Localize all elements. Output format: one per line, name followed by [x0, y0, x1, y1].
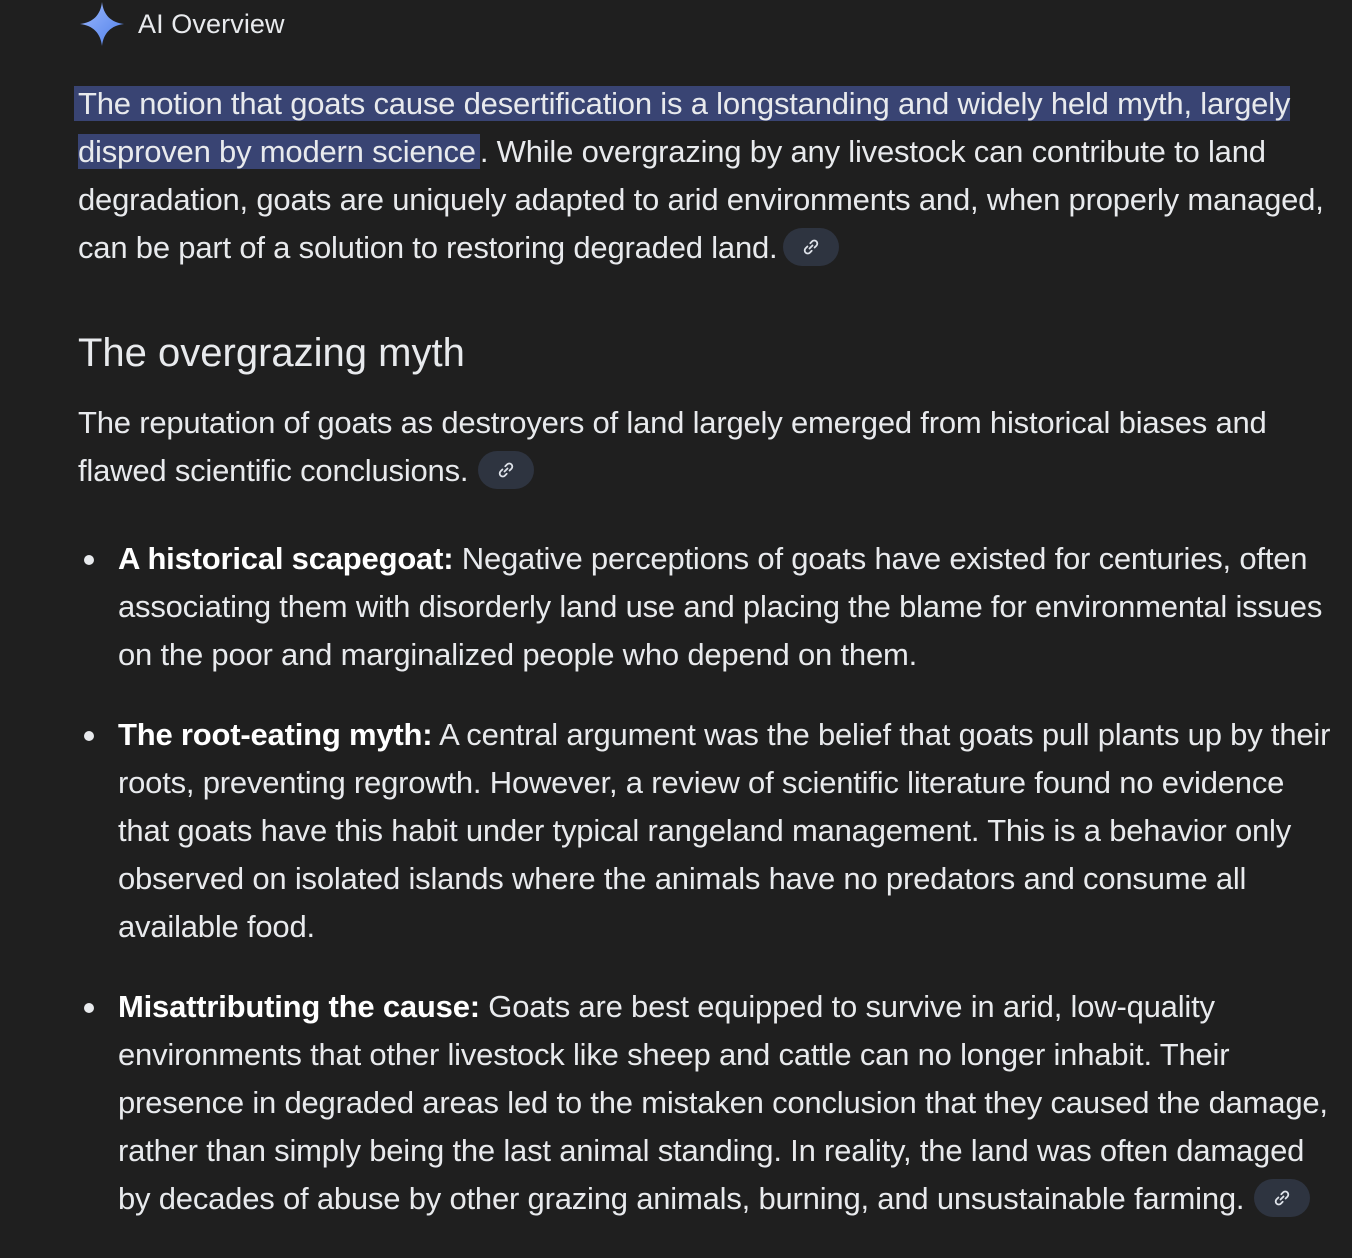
source-link-button[interactable]: [478, 451, 534, 489]
bullet-text: Goats are best equipped to survive in arid, low-quality environments that other livestock like sheep and cattle can no longer inhabit. Their presence in degraded areas led to the mistaken conclusion that they caused the damage, rather than simply being the last animal standing. In reality, the land was often damaged by decades of abuse by other grazing animals, burning, and unsustainable farming.: [118, 989, 1328, 1216]
list-item: [78, 711, 1340, 951]
bullet-title: Misattributing the cause:: [118, 989, 480, 1024]
bullet-title: A historical scapegoat:: [118, 541, 454, 576]
link-icon: [496, 460, 516, 480]
link-icon: [801, 237, 821, 257]
bullet-title: The root-eating myth:: [118, 717, 433, 752]
link-icon: [1272, 1188, 1292, 1208]
bullet-dot: [84, 731, 94, 741]
source-link-button[interactable]: [783, 228, 839, 266]
overview-content: [78, 80, 1340, 1223]
highlighted-text[interactable]: The notion that goats cause desertification is a longstanding and widely held myth, largely disproven by modern science: [74, 86, 1290, 169]
bullet-dot: [84, 555, 94, 565]
source-link-button[interactable]: [1254, 1179, 1310, 1217]
list-item: [78, 535, 1340, 679]
sparkle-icon: [78, 0, 126, 48]
section-heading: The overgrazing myth: [78, 331, 465, 375]
bullet-list: [78, 535, 1340, 1223]
ai-overview-title: AI Overview: [138, 8, 285, 39]
ai-overview-header: [78, 0, 285, 48]
section-paragraph: [78, 399, 1340, 495]
bullet-text: Negative perceptions of goats have existed for centuries, often associating them with disorderly land use and placing the blame for environmental issues on the poor and marginalized people who depend on them.: [118, 541, 1323, 672]
intro-paragraph: [78, 80, 1340, 272]
list-item: [78, 983, 1340, 1223]
intro-text: . While overgrazing by any livestock can contribute to land degradation, goats are uniquely adapted to arid environments and, when properly managed, can be part of a solution to restoring degraded land.: [78, 134, 1324, 265]
bullet-dot: [84, 1003, 94, 1013]
section-text: The reputation of goats as destroyers of land largely emerged from historical biases and flawed scientific conclusions.: [78, 405, 1267, 488]
bullet-text: A central argument was the belief that goats pull plants up by their roots, preventing regrowth. However, a review of scientific literature found no evidence that goats have this habit under typical rangeland management. This is a behavior only observed on isolated islands where the animals have no predators and consume all available food.: [118, 717, 1331, 944]
